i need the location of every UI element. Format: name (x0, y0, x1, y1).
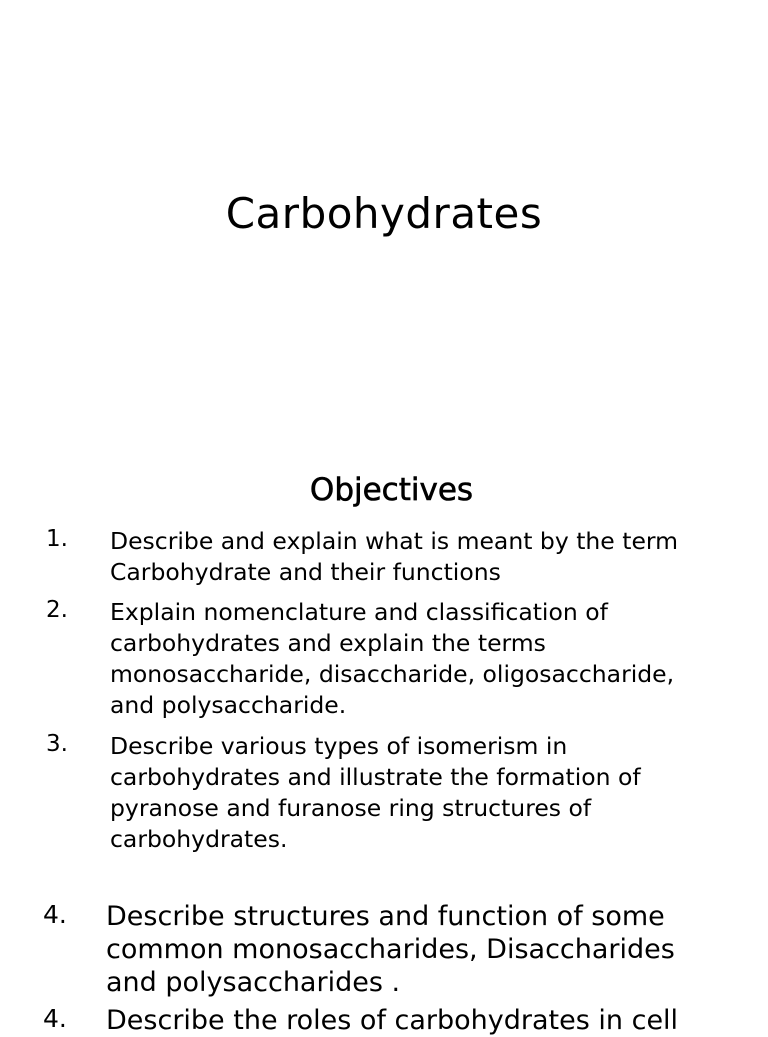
objective-text: Explain nomenclature and classification of carbohydrates and explain the terms monosaccharide, disaccharide, oligosaccharide, and polysaccharide. (110, 598, 675, 719)
objective-number: 3. (46, 731, 68, 757)
objective-number: 4. (43, 1004, 67, 1033)
slide-title: Carbohydrates (225, 189, 543, 238)
objective-number: 4. (43, 900, 67, 929)
objective-text: Describe and explain what is meant by the term Carbohydrate and their functions (110, 527, 679, 586)
objectives-heading: Objectives (309, 472, 474, 508)
objective-text: Describe various types of isomerism in carbohydrates and illustrate the formation of pyranose and furanose ring structures of carbohydrates. (110, 732, 641, 853)
objective-number: 1. (46, 526, 68, 552)
objective-number: 2. (46, 597, 68, 623)
objective-text: Describe the roles of carbohydrates in cell (106, 1005, 679, 1036)
objective-text: Describe structures and function of some common monosaccharides, Disaccharides and polysaccharides . (106, 901, 675, 998)
